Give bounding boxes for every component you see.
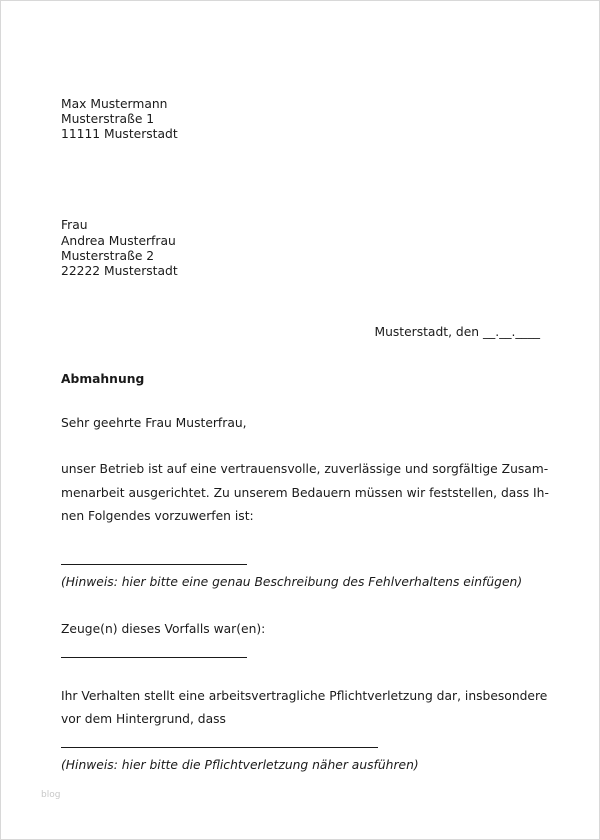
witness-label: Zeuge(n) dieses Vorfalls war(en): — [61, 622, 266, 636]
greeting: Sehr geehrte Frau Musterfrau, — [61, 416, 247, 430]
recipient-city: 22222 Musterstadt — [61, 264, 178, 278]
hint-misconduct: (Hinweis: hier bitte eine genau Beschreibung des Fehlverhaltens einfügen) — [61, 575, 523, 589]
paragraph-1-line-2: menarbeit ausgerichtet. Zu unserem Bedauern müssen wir feststellen, dass Ih- — [61, 486, 549, 500]
sender-name: Max Mustermann — [61, 97, 168, 111]
sender-street: Musterstraße 1 — [61, 112, 155, 126]
paragraph-1-line-3: nen Folgendes vorzuwerfen ist: — [61, 509, 254, 523]
watermark-text: blog — [41, 790, 61, 800]
hint-violation: (Hinweis: hier bitte die Pflichtverletzung näher ausführen) — [61, 758, 419, 772]
paragraph-2-line-1: Ihr Verhalten stellt eine arbeitsvertragliche Pflichtverletzung dar, insbesondere — [61, 689, 548, 703]
blank-line-violation — [61, 747, 378, 748]
blank-line-misconduct — [61, 564, 247, 565]
sender-city: 11111 Musterstadt — [61, 127, 178, 141]
blank-line-witness — [61, 657, 247, 658]
recipient-salutation: Frau — [61, 218, 88, 232]
recipient-street: Musterstraße 2 — [61, 249, 155, 263]
paragraph-2-line-2: vor dem Hintergrund, dass — [61, 712, 226, 726]
subject-heading: Abmahnung — [61, 372, 145, 386]
paragraph-1-line-1: unser Betrieb ist auf eine vertrauensvolle, zuverlässige und sorgfältige Zusam- — [61, 462, 549, 476]
date-line: Musterstadt, den __.__.____ — [374, 325, 540, 339]
recipient-name: Andrea Musterfrau — [61, 234, 176, 248]
